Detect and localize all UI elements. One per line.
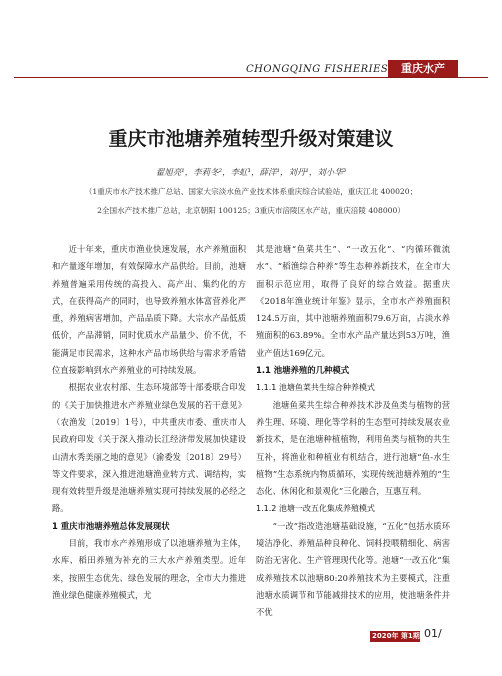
journal-name: CHONGQING FISHERIES (246, 64, 389, 75)
right-column (256, 241, 450, 622)
subsubsection-heading: 1.1.1 池塘鱼菜共生综合种养模式 (256, 383, 375, 393)
section-heading: 1 重庆市池塘养殖总体发展现状 (52, 520, 170, 531)
paragraph: 根据农业农村部、生态环境部等十部委联合印发的《关于加快推进水产养殖业绿色发展的若干意见》（农渔发〔2019〕1号），中共重庆市委、重庆市人民政府印发《关于深入推动长江经济带发展加快建设山清水秀美丽之地的意见》（渝委发〔2018〕29号）等文件要求，深入推进池塘渔业转方式、调结构，实现有效转型升级是池塘养殖实现可持续发展的必经之路。 (52, 382, 246, 514)
affiliation-line-1: （1重庆市水产技术推广总站、国家大宗淡水鱼产业技术体系重庆综合试验站，重庆江北 400020； (84, 187, 418, 196)
paragraph: 其是池塘“鱼菜共生”、“一改五化”、“内循环微流水”、“稻渔综合种养”等生态种养新技术，在全市大面积示范应用，取得了良好的综合效益。据重庆《2018年渔业统计年鉴》显示，全市水产养殖面积124.5万亩，其中池塘养殖面积79.6万亩，占淡水养殖面积的63.89%。全市水产品产量达到53万吨，渔业产值达169亿元。 (256, 244, 450, 358)
affiliation-line-2: 2全国水产技术推广总站，北京朝阳 100125；3重庆市涪陵区水产站，重庆涪陵 408000） (97, 206, 405, 215)
issue-label: 2020年 第1期 (372, 632, 420, 640)
left-column (52, 241, 246, 604)
paragraph: “一改”指改造池塘基础设施，“五化”包括水质环境洁净化、养殖品种良种化、饲料投喂精细化、病害防治无害化、生产管理现代化等。池塘“一改五化”集成养殖技术以池塘80:20养殖技术为主要模式，注重池塘水质调节和节能减排技术的应用，使池塘条件并不优 (256, 520, 450, 618)
article-title: 重庆市池塘养殖转型升级对策建议 (108, 128, 394, 150)
paragraph: 目前，我市水产养殖形成了以池塘养殖为主体，水库、稻田养殖为补充的三大水产养殖类型。近年来，按照生态优先、绿色发展的理念，全市大力推进渔业绿色健康养殖模式，尤 (52, 538, 246, 600)
subsection-heading: 1.1 池塘养殖的几种模式 (256, 365, 350, 376)
paragraph: 池塘鱼菜共生综合种养技术涉及鱼类与植物的营养生理、环境、理化等学科的生态型可持续发展农业新技术，是在池塘种植植物，利用鱼类与植物的共生互补，将渔业和种植业有机结合，进行池塘“鱼-水生植物”生态系统内物质循环，实现传统池塘养殖的“生态化、休闲化和景观化”三化融合，互惠互利。 (256, 399, 450, 497)
page-number: 01/ (424, 627, 442, 640)
section-badge: 重庆水产 (388, 60, 458, 78)
header-divider (14, 77, 488, 78)
author-list: 翟旭亮¹，李莉冬²，李虹¹，薛洋¹，刘丹¹，刘小华³ (155, 168, 347, 178)
subsubsection-heading: 1.1.2 池塘一改五化集成养殖模式 (256, 504, 375, 514)
paragraph: 近十年来，重庆市渔业快速发展，水产养殖面积和产量逐年增加，有效保障水产品供给。目前，池塘养殖普遍采用传统的高投入、高产出、集约化的方式，在获得高产的同时，也导致养殖水体富营养化严重，养殖病害增加，产品品质下降。大宗水产品低质低价，产品滞销，同时优质水产品量少、价不优，不能满足市民需求，这种水产品市场供给与需求矛盾错位直接影响到水产养殖业的可持续发展。 (52, 244, 246, 376)
